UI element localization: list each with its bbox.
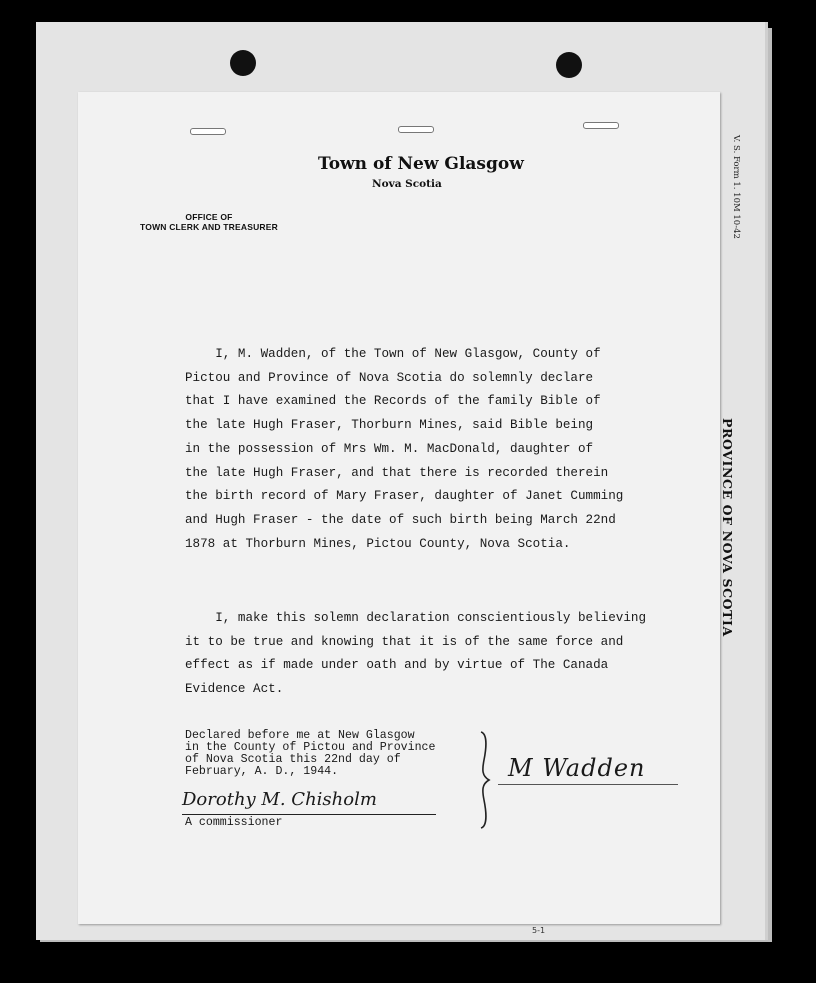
commissioner-title: A commissioner [185, 816, 283, 829]
declarant-signature-line [498, 784, 678, 785]
declaration-line: and Hugh Fraser - the date of such birth being March 22nd [185, 512, 616, 527]
office-line1: OFFICE OF [185, 212, 233, 222]
brace-icon [478, 730, 492, 830]
commissioner-signature-line [182, 814, 436, 815]
province-side-label: PROVINCE OF NOVA SCOTIA [720, 418, 735, 637]
jurat-line: in the County of Pictou and Province [185, 741, 436, 754]
declaration-line: in the possession of Mrs Wm. M. MacDonald, daughter of [185, 441, 594, 456]
jurat-line: of Nova Scotia this 22nd day of [185, 753, 401, 766]
declaration-line: the late Hugh Fraser, Thorburn Mines, said Bible being [185, 418, 594, 433]
declarant-signature: M Wadden [508, 754, 646, 782]
declaration-line: effect as if made under oath and by virtue of The Canada [185, 658, 609, 673]
declaration-line: the birth record of Mary Fraser, daughter of Janet Cumming [185, 489, 624, 504]
punch-hole-left-icon [230, 50, 256, 76]
letterhead-town: Town of New Glasgow [318, 154, 524, 174]
declaration-paragraph-2 [185, 607, 646, 702]
declaration-line: Evidence Act. [185, 682, 284, 697]
office-block [124, 212, 294, 232]
declaration-paragraph-1 [185, 343, 623, 556]
declaration-line: that I have examined the Records of the family Bible of [185, 394, 601, 409]
punch-hole-right-icon [556, 52, 582, 78]
staple-icon [583, 122, 619, 129]
declaration-line: the late Hugh Fraser, and that there is recorded therein [185, 465, 609, 480]
declaration-document [78, 92, 720, 924]
declaration-line: I, make this solemn declaration conscientiously believing [185, 611, 647, 625]
declaration-line: it to be true and knowing that it is of the same force and [185, 634, 624, 649]
jurat-block [185, 730, 435, 778]
declaration-line: I, M. Wadden, of the Town of New Glasgow, County of [185, 347, 601, 361]
jurat-line: February, A. D., 1944. [185, 765, 339, 778]
letterhead-province: Nova Scotia [372, 178, 442, 190]
form-number: V. S. Form 1. 10M 10-42 [731, 135, 741, 239]
declaration-line: Pictou and Province of Nova Scotia do solemnly declare [185, 370, 594, 385]
commissioner-signature: Dorothy M. Chisholm [182, 789, 377, 810]
staple-icon [398, 126, 434, 133]
staple-icon [190, 128, 226, 135]
declaration-line: 1878 at Thorburn Mines, Pictou County, Nova Scotia. [185, 536, 571, 551]
office-line2: TOWN CLERK AND TREASURER [140, 222, 278, 232]
page-stub: 5-1 [532, 926, 546, 935]
jurat-line: Declared before me at New Glasgow [185, 729, 415, 742]
